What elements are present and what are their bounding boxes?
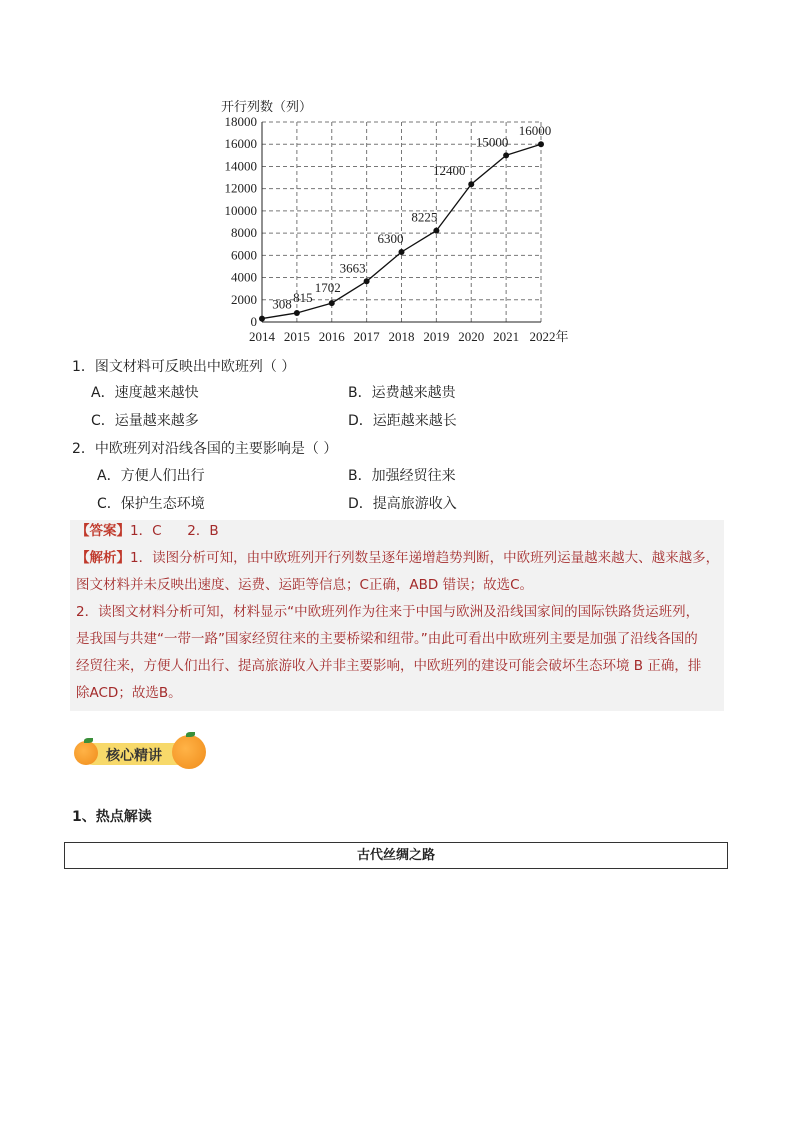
data-label: 308 xyxy=(272,296,292,312)
x-tick-label: 2018 xyxy=(388,329,415,344)
data-point xyxy=(433,228,439,234)
orange-left-icon xyxy=(74,741,98,765)
x-tick-label: 2016 xyxy=(318,329,345,344)
data-point xyxy=(468,181,474,187)
chart-y-axis-title: 开行列数（列） xyxy=(221,100,313,115)
x-tick-label: 2022年 xyxy=(529,329,569,344)
y-tick-label: 6000 xyxy=(231,247,257,263)
leaf-right-icon xyxy=(186,732,195,737)
question-2-option-d[interactable]: D．提高旅游收入 xyxy=(348,496,457,512)
question-1-option-c[interactable]: C．运量越来越多 xyxy=(91,413,199,429)
x-tick-label: 2015 xyxy=(283,329,310,344)
data-point xyxy=(364,278,370,284)
question-2-option-b[interactable]: B．加强经贸往来 xyxy=(348,468,456,484)
answer-label: 【答案】 xyxy=(76,523,130,539)
question-2-option-c[interactable]: C．保护生态环境 xyxy=(97,496,205,512)
x-tick-label: 2014 xyxy=(249,329,275,344)
analysis-line-5: 经贸往来，方便人们出行、提高旅游收入并非主要影响，中欧班列的建设可能会破坏生态环境 B 正确，排 xyxy=(76,658,702,674)
orange-right-icon xyxy=(172,735,206,769)
analysis-line-3: 2．读图文材料分析可知，材料显示“中欧班列作为往来于中国与欧洲及沿线国家间的国际铁路货运班列， xyxy=(76,604,700,620)
data-label: 815 xyxy=(293,289,313,305)
data-point xyxy=(329,300,335,306)
question-2-stem: 2．中欧班列对沿线各国的主要影响是（ ） xyxy=(72,441,338,457)
y-tick-label: 8000 xyxy=(231,225,257,241)
question-1-option-d[interactable]: D．运距越来越长 xyxy=(348,413,457,429)
section-title: 1、热点解读 xyxy=(72,809,152,825)
y-tick-label: 0 xyxy=(250,314,257,329)
data-label: 1702 xyxy=(314,280,341,296)
core-explanation-badge xyxy=(72,733,208,773)
x-tick-label: 2021 xyxy=(493,329,520,344)
analysis-label: 【解析】 xyxy=(76,550,130,566)
analysis-line-6: 除ACD；故选B。 xyxy=(76,685,182,701)
y-tick-label: 14000 xyxy=(224,158,257,174)
y-tick-label: 2000 xyxy=(231,291,257,307)
analysis-text-1: 1．读图分析可知，由中欧班列开行列数呈逐年递增趋势判断，中欧班列运量越来越大、越来越多， xyxy=(130,550,720,566)
question-1-option-b[interactable]: B．运费越来越贵 xyxy=(348,385,456,401)
badge-label: 核心精讲 xyxy=(106,748,162,764)
y-tick-label: 16000 xyxy=(224,136,257,152)
chart-svg xyxy=(210,90,590,360)
question-1-stem: 1．图文材料可反映出中欧班列（ ） xyxy=(72,359,296,375)
data-label: 8225 xyxy=(411,209,438,225)
y-tick-label: 18000 xyxy=(224,114,257,129)
train-count-chart xyxy=(210,90,590,360)
data-point xyxy=(294,310,300,316)
question-1-option-a[interactable]: A．速度越来越快 xyxy=(91,385,199,401)
data-label: 3663 xyxy=(339,260,366,276)
leaf-left-icon xyxy=(84,738,93,743)
y-tick-label: 12000 xyxy=(224,180,257,196)
answer-text: 1．C 2．B xyxy=(130,523,219,539)
x-tick-label: 2017 xyxy=(353,329,380,344)
data-label: 15000 xyxy=(475,134,509,150)
data-point xyxy=(259,316,265,322)
question-2-option-a[interactable]: A．方便人们出行 xyxy=(97,468,205,484)
silk-road-table-header: 古代丝绸之路 xyxy=(64,842,728,869)
x-tick-label: 2020 xyxy=(458,329,485,344)
data-point xyxy=(538,141,544,147)
data-label: 12400 xyxy=(433,163,466,179)
data-point xyxy=(503,152,509,158)
y-tick-label: 10000 xyxy=(224,202,257,218)
data-label: 6300 xyxy=(377,231,404,246)
analysis-line-2: 图文材料并未反映出速度、运费、运距等信息；C正确，ABD 错误；故选C。 xyxy=(76,577,534,593)
y-tick-label: 4000 xyxy=(231,269,257,285)
data-label: 16000 xyxy=(518,123,552,139)
analysis-line-1 xyxy=(76,548,719,568)
x-tick-label: 2019 xyxy=(423,329,450,344)
analysis-line-4: 是我国与共建“一带一路”国家经贸往来的主要桥梁和纽带。”由此可看出中欧班列主要是加强了沿线各国的 xyxy=(76,631,698,647)
data-point xyxy=(399,249,405,255)
answer-line xyxy=(76,521,219,541)
